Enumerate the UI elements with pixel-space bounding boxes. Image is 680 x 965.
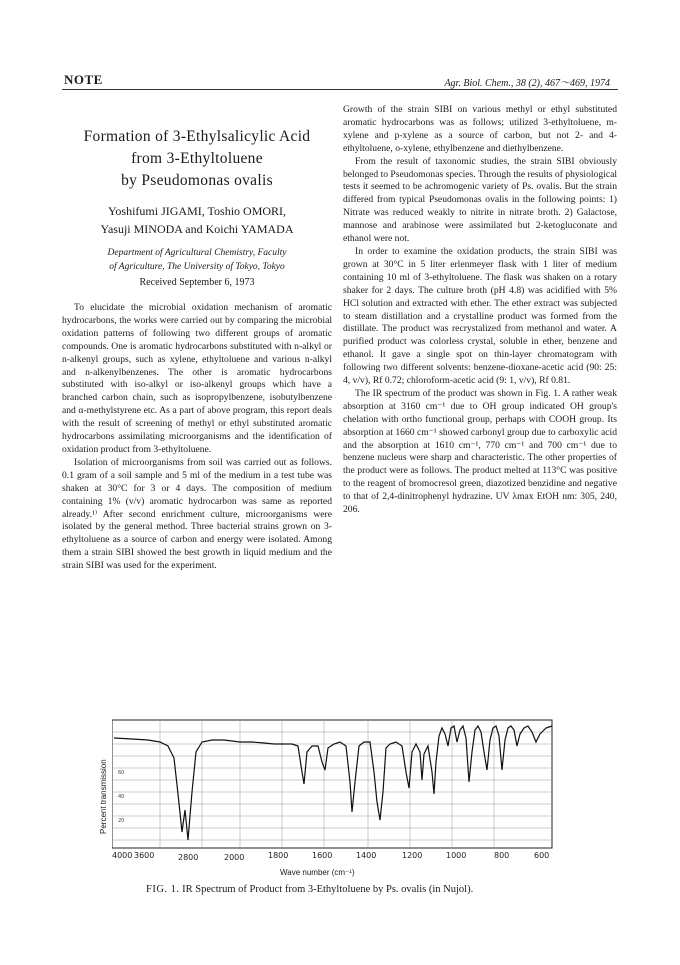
x-tick-label: 4000 xyxy=(112,851,133,860)
authors xyxy=(62,202,332,238)
journal-citation: Agr. Biol. Chem., 38 (2), 467～469, 1974 xyxy=(444,78,610,89)
section-label: NOTE xyxy=(64,72,103,87)
paragraph: Growth of the strain SIBI on various methyl or ethyl substituted aromatic hydrocarbons was as follows; utilized 3-ethyltoluene, m-xylene and p-xylene as a source of carbon, but not 2- and 4-ethyltoluene, o-xylene, ethylbenzene and diethylbenzene. xyxy=(343,104,617,154)
paragraph: From the result of taxonomic studies, the strain SIBI obviously belonged to Pseudomonas species. Through the results of physiological tests it seemed to be achromogenic variety of Ps. ovalis. But the strain differed from typical Pseudomonas ovalis in the following points: 1) Nitrate was reduced weakly to nitrite in nitrate broth. 2) Galactose, mannose and arabinose were assimilated but 2-ketogluconate and ethanol were not. xyxy=(343,155,618,245)
x-tick-label: 1400 xyxy=(356,851,377,860)
header-rule xyxy=(62,89,618,90)
authors-line-2: Yasuji MINODA and Koichi YAMADA xyxy=(100,222,294,236)
title-line-2: from 3-Ethyltoluene xyxy=(131,150,263,167)
y-axis-label-text: Percent transmission xyxy=(99,759,108,834)
caption-label: FIG. 1. xyxy=(146,884,180,895)
y-tick-label: 40 xyxy=(118,794,125,800)
x-tick-label: 1800 xyxy=(268,851,289,860)
x-tick-label: 1600 xyxy=(312,851,333,860)
x-tick-label: 800 xyxy=(494,851,510,860)
ir-spectrum-figure xyxy=(112,712,560,862)
figure-caption xyxy=(146,884,473,895)
x-axis-label: Wave number (cm⁻¹) xyxy=(280,868,355,877)
spectrum-trace xyxy=(114,726,552,840)
x-tick-label: 1000 xyxy=(446,851,467,860)
title-line-3: by Pseudomonas ovalis xyxy=(121,172,273,189)
y-axis-label xyxy=(97,734,111,834)
paragraph: In order to examine the oxidation products, the strain SIBI was grown at 30°C in 5 liter erlenmeyer flask with 1 liter of medium containing 10 ml of 3-ethyltoluene. The flask was shaken on a rotary shaker for 2 days. The culture broth (pH 4.8) was acidified with 5% HCl solution and extracted with ether. The ether extract was subjected to steam distillation and a crystalline product was formed from the distillate. The product was recrystalized from methanol and water. A purified product was colorless crystal, soluble in ether, benzene and ethanol. It gave a single spot on thin-layer chromatogram with following two different solvents: benzene-dioxane-acetic acid (90: 25: 4, v/v), Rf 0.72; chloroform-acetic acid (9: 1, v/v), Rf 0.81. xyxy=(343,245,617,387)
affiliation-line-2: of Agriculture, The University of Tokyo, Tokyo xyxy=(109,262,285,272)
paragraph: The IR spectrum of the product was shown in Fig. 1. A rather weak absorption at 3160 cm⁻¹ due to OH group indicated OH group's chelation with ortho functional group, perhaps with COOH group. Its absorption at 1660 cm⁻¹ showed carbonyl group due to carboxylic acid and the absorption at 1610 cm⁻¹, 770 cm⁻¹ and 700 cm⁻¹ due to benzene nucleus were sharp and characteristic. The other properties of the product were as follows. The product melted at 113°C was positive to the reagent of bromocresol green, diazotized benzidine and negative to that of 2,4-dinitrophenyl hydrazine. UV λmax EtOH nm: 305, 240, 206. xyxy=(343,387,617,516)
right-column xyxy=(343,104,617,517)
y-tick-label: 20 xyxy=(118,818,125,824)
x-tick-label: 600 xyxy=(534,851,550,860)
y-tick-label: 60 xyxy=(118,770,125,776)
paragraph: To elucidate the microbial oxidation mechanism of aromatic hydrocarbons, the works were carried out by comparing the microbial oxidation patterns of following two different groups of aromatic compounds. One is aromatic hydrocarbons substituted with n-alkyl or n-alkenyl groups, such as xylene, ethyltoluene and various n-alkyl and n-alkenylbenzenes. The other is aromatic hydrocarbons substituted with iso-alkyl or iso-alkenyl groups which have a branched carbon chain, such as isopropylbenzene, isobutylbenzene and α-methylstyrene etc. As a part of above program, this report deals with the result of screening of methyl or ethyl substituted aromatic hydrocarbons assimilating microorganisms and the identification of oxidation product from 3-ethyltoluene. xyxy=(62,302,332,455)
caption-text: IR Spectrum of Product from 3-Ethyltoluene by Ps. ovalis (in Nujol). xyxy=(182,884,474,895)
plot-frame xyxy=(112,720,552,848)
left-column xyxy=(62,302,332,573)
received-date: Received September 6, 1973 xyxy=(139,277,255,288)
x-tick-label: 3600 xyxy=(134,851,155,860)
title-block xyxy=(62,126,332,290)
title-line-1: Formation of 3-Ethylsalicylic Acid xyxy=(83,128,311,145)
x-ticks xyxy=(112,851,549,862)
x-tick-label: 1200 xyxy=(402,851,423,860)
authors-line-1: Yoshifumi JIGAMI, Toshio OMORI, xyxy=(107,204,287,218)
affiliation xyxy=(62,246,332,274)
paragraph: Isolation of microorganisms from soil was carried out as follows. 0.1 gram of a soil sample and 5 ml of the medium in a test tube was shaken at 30°C for 3 or 4 days. The composition of medium containing 1% (v/v) aromatic hydrocarbon was same as reported already.¹⁾ After second enrichment culture, microorganisms were isolated by the general method. Three bacterial strains grown on 3-ethyltoluene as a source of carbon and energy were isolated. Among them a strain SIBI showed the best growth in liquid medium and the strain SIBI was used for the experiment. xyxy=(62,456,332,572)
x-tick-label: 2000 xyxy=(224,853,245,862)
x-tick-label: 2800 xyxy=(178,853,199,862)
affiliation-line-1: Department of Agricultural Chemistry, Faculty xyxy=(107,248,287,258)
grid xyxy=(112,720,552,848)
